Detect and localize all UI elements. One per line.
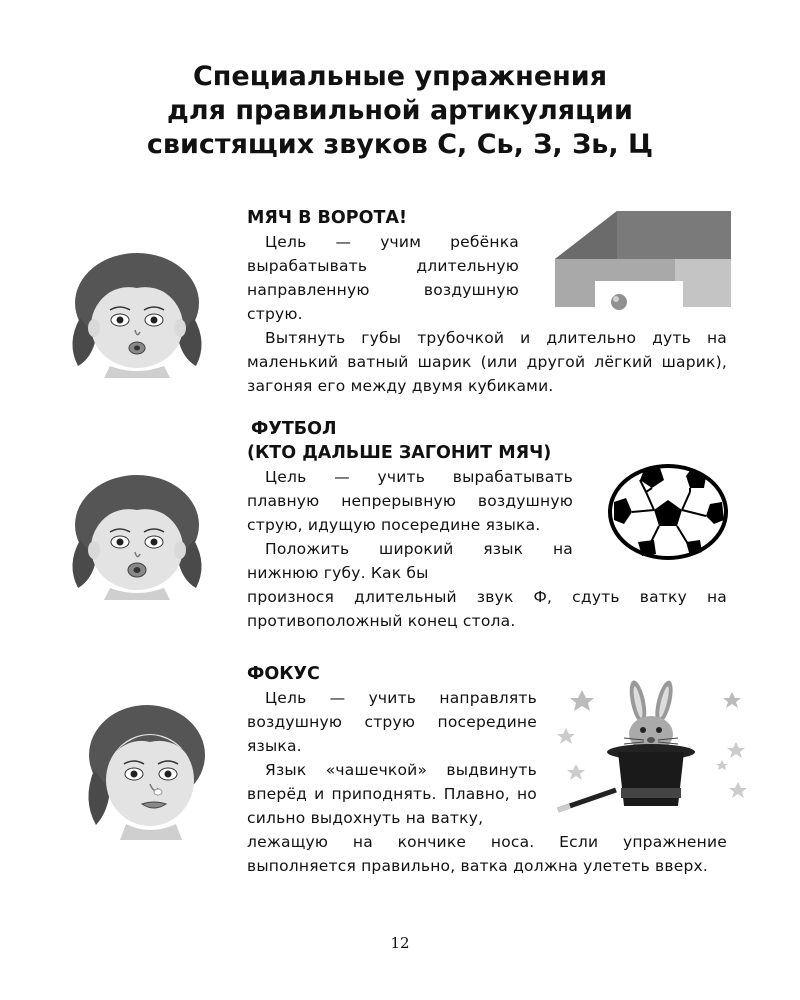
girl-face-icon [62, 248, 212, 378]
title-line-3: свистящих звуков С, Сь, З, Зь, Ц [146, 129, 654, 160]
exercise-heading: МЯЧ В ВОРОТА! [247, 208, 407, 228]
title-line-2: для правильной артикуляции [167, 95, 633, 126]
exercise-instruction: Вытянуть губы трубочкой и длительно дуть на маленький ватный шарик (или другой лёгкий шарик), загоняя его между двумя кубиками. [247, 329, 727, 395]
exercise-goal: Цель — учим ребёнка вырабатывать длительную направленную воздушную струю. [247, 233, 519, 323]
exercise-subheading: (КТО ДАЛЬШЕ ЗАГОНИТ МЯЧ) [247, 443, 552, 463]
soccer-ball-icon [606, 462, 730, 562]
magic-hat-rabbit-icon [552, 680, 748, 820]
exercise-heading: ФОКУС [247, 664, 320, 684]
page-number: 12 [390, 934, 410, 952]
exercise-goal: Цель — учить направлять воздушную струю посередине языка. [247, 689, 537, 755]
exercise-instruction-continued: лежащую на кончике носа. Если упражнение выполняется правильно, ватка должна улететь вверх. [247, 833, 727, 875]
gate-icon [555, 207, 731, 311]
page-title [0, 60, 800, 162]
girl-face-icon [72, 700, 222, 840]
exercise-goal: Цель — учить вырабатывать плавную непрерывную воздушную струю, идущую посередине языка. [247, 468, 573, 534]
exercise-instruction-continued: произнося длительный звук Ф, сдуть ватку на противоположный конец стола. [247, 588, 727, 630]
exercise-instruction: Язык «чашечкой» выдвинуть вперёд и приподнять. Плавно, но сильно выдохнуть на ватку, [247, 761, 537, 827]
girl-face-icon [62, 470, 212, 600]
exercise-instruction: Положить широкий язык на нижнюю губу. Как бы [247, 540, 573, 582]
exercise-heading: ФУТБОЛ [251, 419, 337, 439]
title-line-1: Специальные упражнения [192, 61, 608, 92]
